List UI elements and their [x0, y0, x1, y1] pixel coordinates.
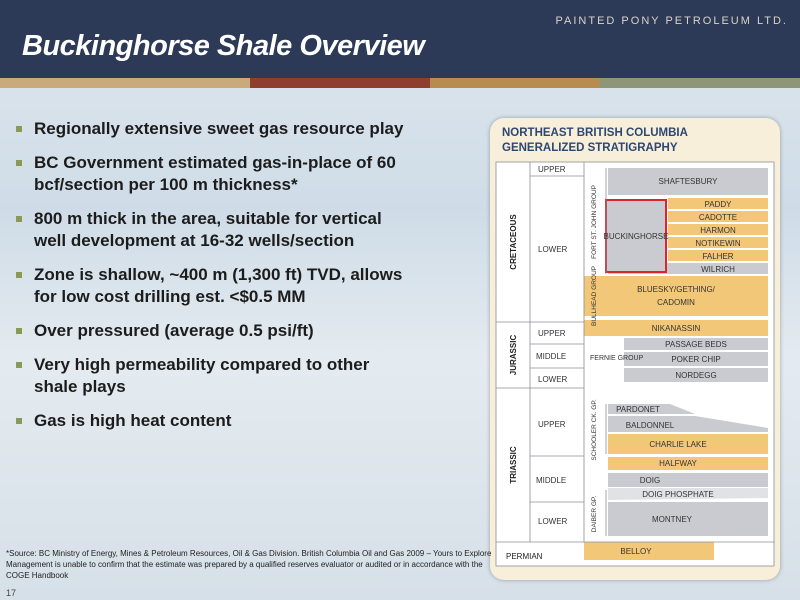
bullet-square-icon: [16, 362, 22, 368]
bullet-item: [14, 410, 454, 432]
period-label: TRIASSIC: [509, 446, 518, 484]
bullet-text: Zone is shallow, ~400 m (1,300 ft) TVD, allows: [34, 265, 403, 284]
stratigraphy-chart: [490, 118, 780, 580]
accent-stripe: [430, 78, 600, 88]
bullet-text: Very high permeability compared to other: [34, 355, 370, 374]
bullet-item: [14, 354, 454, 398]
unit-label: BUCKINGHORSE: [603, 232, 669, 241]
bullet-list: [14, 118, 454, 444]
group-label: BULLHEAD GROUP: [591, 266, 598, 326]
bullet-item: [14, 152, 454, 196]
bullet-square-icon: [16, 216, 22, 222]
group-label: DAIBER GP.: [591, 495, 598, 533]
bullet-text: 800 m thick in the area, suitable for vertical: [34, 209, 382, 228]
unit-label: NORDEGG: [675, 371, 717, 380]
bullet-item: [14, 118, 454, 140]
period-label: PERMIAN: [506, 552, 543, 561]
unit-label: PASSAGE BEDS: [665, 340, 727, 349]
period-label: CRETACEOUS: [509, 214, 518, 270]
epoch-label: LOWER: [538, 517, 568, 526]
group-label: FERNIE GROUP: [590, 355, 644, 362]
accent-stripe: [600, 78, 800, 88]
unit-label: HARMON: [700, 226, 736, 235]
epoch-label: MIDDLE: [536, 476, 567, 485]
unit-label: BELLOY: [620, 547, 652, 556]
bullet-square-icon: [16, 160, 22, 166]
epoch-label: UPPER: [538, 329, 566, 338]
unit-label: DOIG: [639, 476, 661, 485]
bullet-item: [14, 320, 454, 342]
bullet-text: bcf/section per 100 m thickness*: [34, 175, 298, 194]
epoch-label: LOWER: [538, 245, 568, 254]
unit-label: NIKANASSIN: [651, 324, 701, 333]
bullet-square-icon: [16, 126, 22, 132]
bullet-item: [14, 208, 454, 252]
unit-label: PADDY: [704, 200, 732, 209]
bullet-text: Over pressured (average 0.5 psi/ft): [34, 321, 314, 340]
epoch-label: UPPER: [538, 165, 566, 174]
company-brand: PAINTED PONY PETROLEUM LTD.: [555, 15, 788, 27]
unit-label: POKER CHIP: [671, 355, 721, 364]
bullet-text: Regionally extensive sweet gas resource play: [34, 119, 404, 138]
accent-stripe: [250, 78, 430, 88]
unit-label: BLUESKY/GETHING/: [637, 285, 715, 294]
unit-label: CADOMIN: [657, 298, 695, 307]
epoch-label: MIDDLE: [536, 352, 567, 361]
bullet-text: shale plays: [34, 377, 126, 396]
bullet-text: BC Government estimated gas-in-place of 60: [34, 153, 396, 172]
unit-label: CADOTTE: [698, 213, 738, 222]
footnote-text: Management is unable to confirm that the estimate was prepared by a qualified reserves evaluator or audited or in accordance with the: [6, 560, 483, 569]
bullet-text: Gas is high heat content: [34, 411, 232, 430]
bullet-square-icon: [16, 418, 22, 424]
unit-label: BALDONNEL: [625, 421, 675, 430]
chart-title: NORTHEAST BRITISH COLUMBIA: [502, 127, 688, 139]
group-label: FORT ST. JOHN GROUP: [591, 185, 598, 259]
unit-label: NOTIKEWIN: [695, 239, 741, 248]
unit-box: [608, 473, 768, 487]
bullet-item: [14, 264, 454, 308]
footnote-text: *Source: BC Ministry of Energy, Mines & Petroleum Resources, Oil & Gas Division. British Columbia Oil and Gas 2009 – Yours to Explore: [6, 549, 492, 558]
stratigraphy-panel: [490, 118, 780, 580]
unit-label: WILRICH: [701, 265, 735, 274]
unit-label: MONTNEY: [652, 515, 692, 524]
bullet-text: well development at 16-32 wells/section: [34, 231, 355, 250]
bullet-text: for low cost drilling est. <$0.5 MM: [34, 287, 306, 306]
source-footnote: [6, 548, 496, 581]
bullet-square-icon: [16, 272, 22, 278]
accent-stripe: [0, 78, 250, 88]
unit-label: SHAFTESBURY: [658, 177, 718, 186]
unit-label: DOIG PHOSPHATE: [642, 490, 714, 499]
bullet-square-icon: [16, 328, 22, 334]
page-number: 17: [6, 588, 17, 598]
footnote-text: COGE Handbook: [6, 571, 69, 580]
epoch-label: LOWER: [538, 375, 568, 384]
period-label: JURASSIC: [509, 334, 518, 376]
group-label: SCHOOLER CK. GP.: [591, 399, 598, 461]
unit-label: FALHER: [702, 252, 734, 261]
unit-label: PARDONET: [616, 405, 660, 414]
epoch-label: UPPER: [538, 420, 566, 429]
unit-label: CHARLIE LAKE: [649, 440, 707, 449]
unit-box: [584, 276, 768, 316]
slide-title: Buckinghorse Shale Overview: [22, 30, 425, 62]
chart-subtitle: GENERALIZED STRATIGRAPHY: [502, 142, 678, 154]
unit-label: HALFWAY: [659, 459, 697, 468]
